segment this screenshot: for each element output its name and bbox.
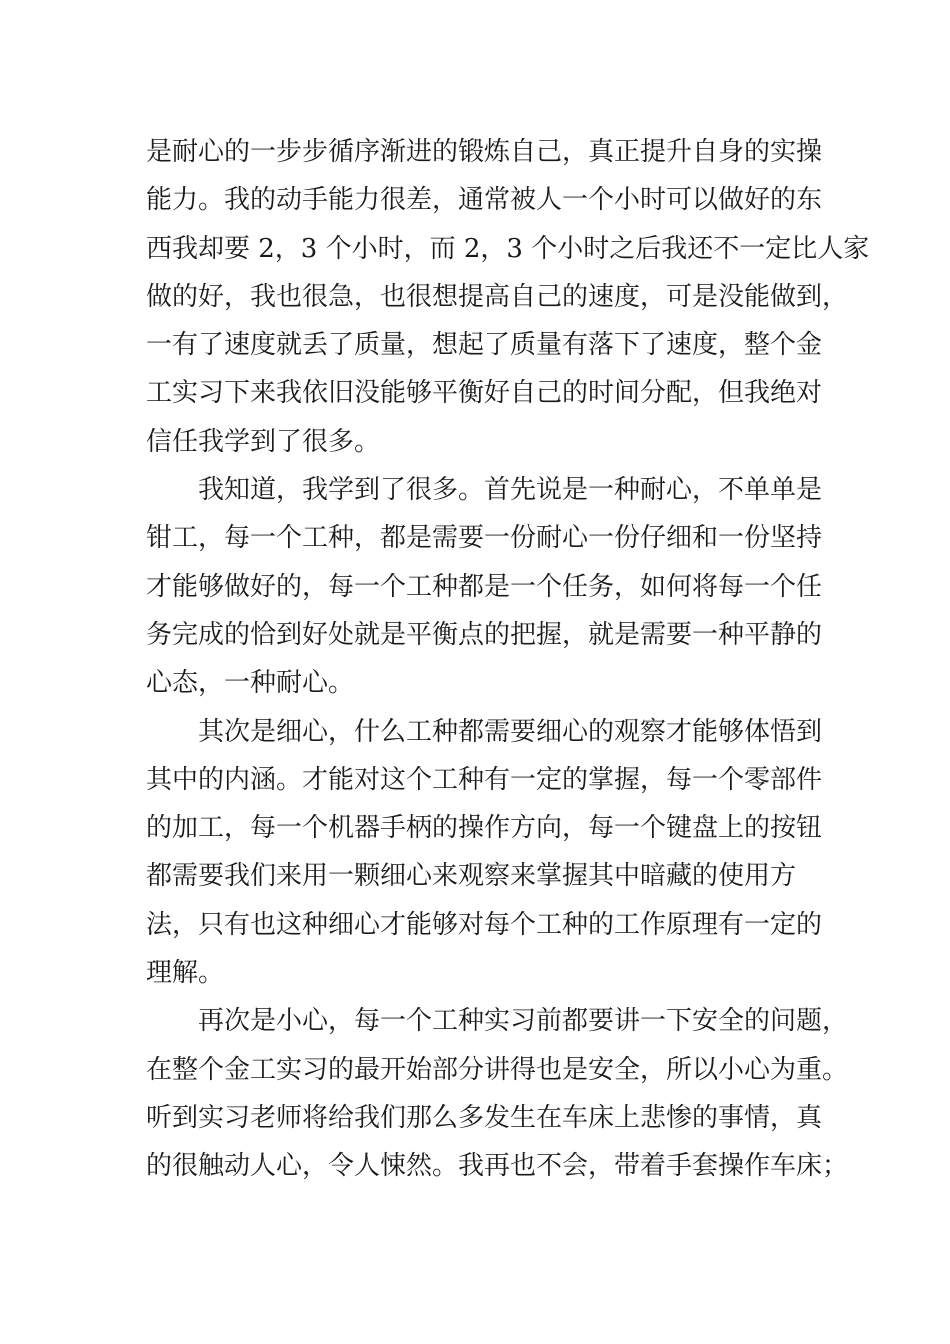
paragraph-line: 再次是小心，每一个工种实习前都要讲一下安全的问题， — [198, 1006, 849, 1037]
document-page — [146, 128, 870, 1191]
paragraph-4 — [146, 997, 849, 1190]
paragraph-line: 我知道，我学到了很多。首先说是一种耐心，不单单是 — [198, 475, 823, 506]
paragraph-line: 务完成的恰到好处就是平衡点的把握，就是需要一种平静的 — [146, 619, 823, 650]
paragraph-1 — [146, 128, 870, 466]
paragraph-line: 理解。 — [146, 958, 225, 989]
paragraph-3 — [146, 708, 823, 998]
paragraph-line: 法，只有也这种细心才能够对每个工种的工作原理有一定的 — [146, 909, 823, 940]
paragraph-line: 一有了速度就丢了质量，想起了质量有落下了速度，整个金 — [146, 330, 823, 361]
paragraph-line: 的加工，每一个机器手柄的操作方向，每一个键盘上的按钮 — [146, 813, 823, 844]
paragraph-line: 其中的内涵。才能对这个工种有一定的掌握，每一个零部件 — [146, 764, 823, 795]
paragraph-line: 能力。我的动手能力很差，通常被人一个小时可以做好的东 — [146, 185, 823, 216]
paragraph-line: 才能够做好的，每一个工种都是一个任务，如何将每一个任 — [146, 571, 823, 602]
paragraph-line: 是耐心的一步步循序渐进的锻炼自己，真正提升自身的实操 — [146, 137, 823, 167]
paragraph-line: 听到实习老师将给我们那么多发生在车床上悲惨的事情，真 — [146, 1102, 823, 1133]
paragraph-line: 的很触动人心，令人悚然。我再也不会，带着手套操作车床； — [146, 1151, 849, 1182]
paragraph-line: 在整个金工实习的最开始部分讲得也是安全，所以小心为重。 — [146, 1054, 849, 1085]
paragraph-line: 其次是细心，什么工种都需要细心的观察才能够体悟到 — [198, 716, 823, 747]
paragraph-line: 都需要我们来用一颗细心来观察来掌握其中暗藏的使用方 — [146, 861, 797, 892]
paragraph-line: 钳工，每一个工种，都是需要一份耐心一份仔细和一份坚持 — [146, 523, 823, 554]
paragraph-line: 做的好，我也很急，也很想提高自己的速度，可是没能做到， — [146, 281, 849, 312]
paragraph-line: 西我却要 2，3 个小时，而 2，3 个小时之后我还不一定比人家 — [146, 233, 870, 264]
paragraph-line: 信任我学到了很多。 — [146, 426, 381, 457]
paragraph-line: 心态，一种耐心。 — [146, 668, 355, 699]
paragraph-2 — [146, 466, 823, 707]
paragraph-line: 工实习下来我依旧没能够平衡好自己的时间分配，但我绝对 — [146, 378, 823, 409]
